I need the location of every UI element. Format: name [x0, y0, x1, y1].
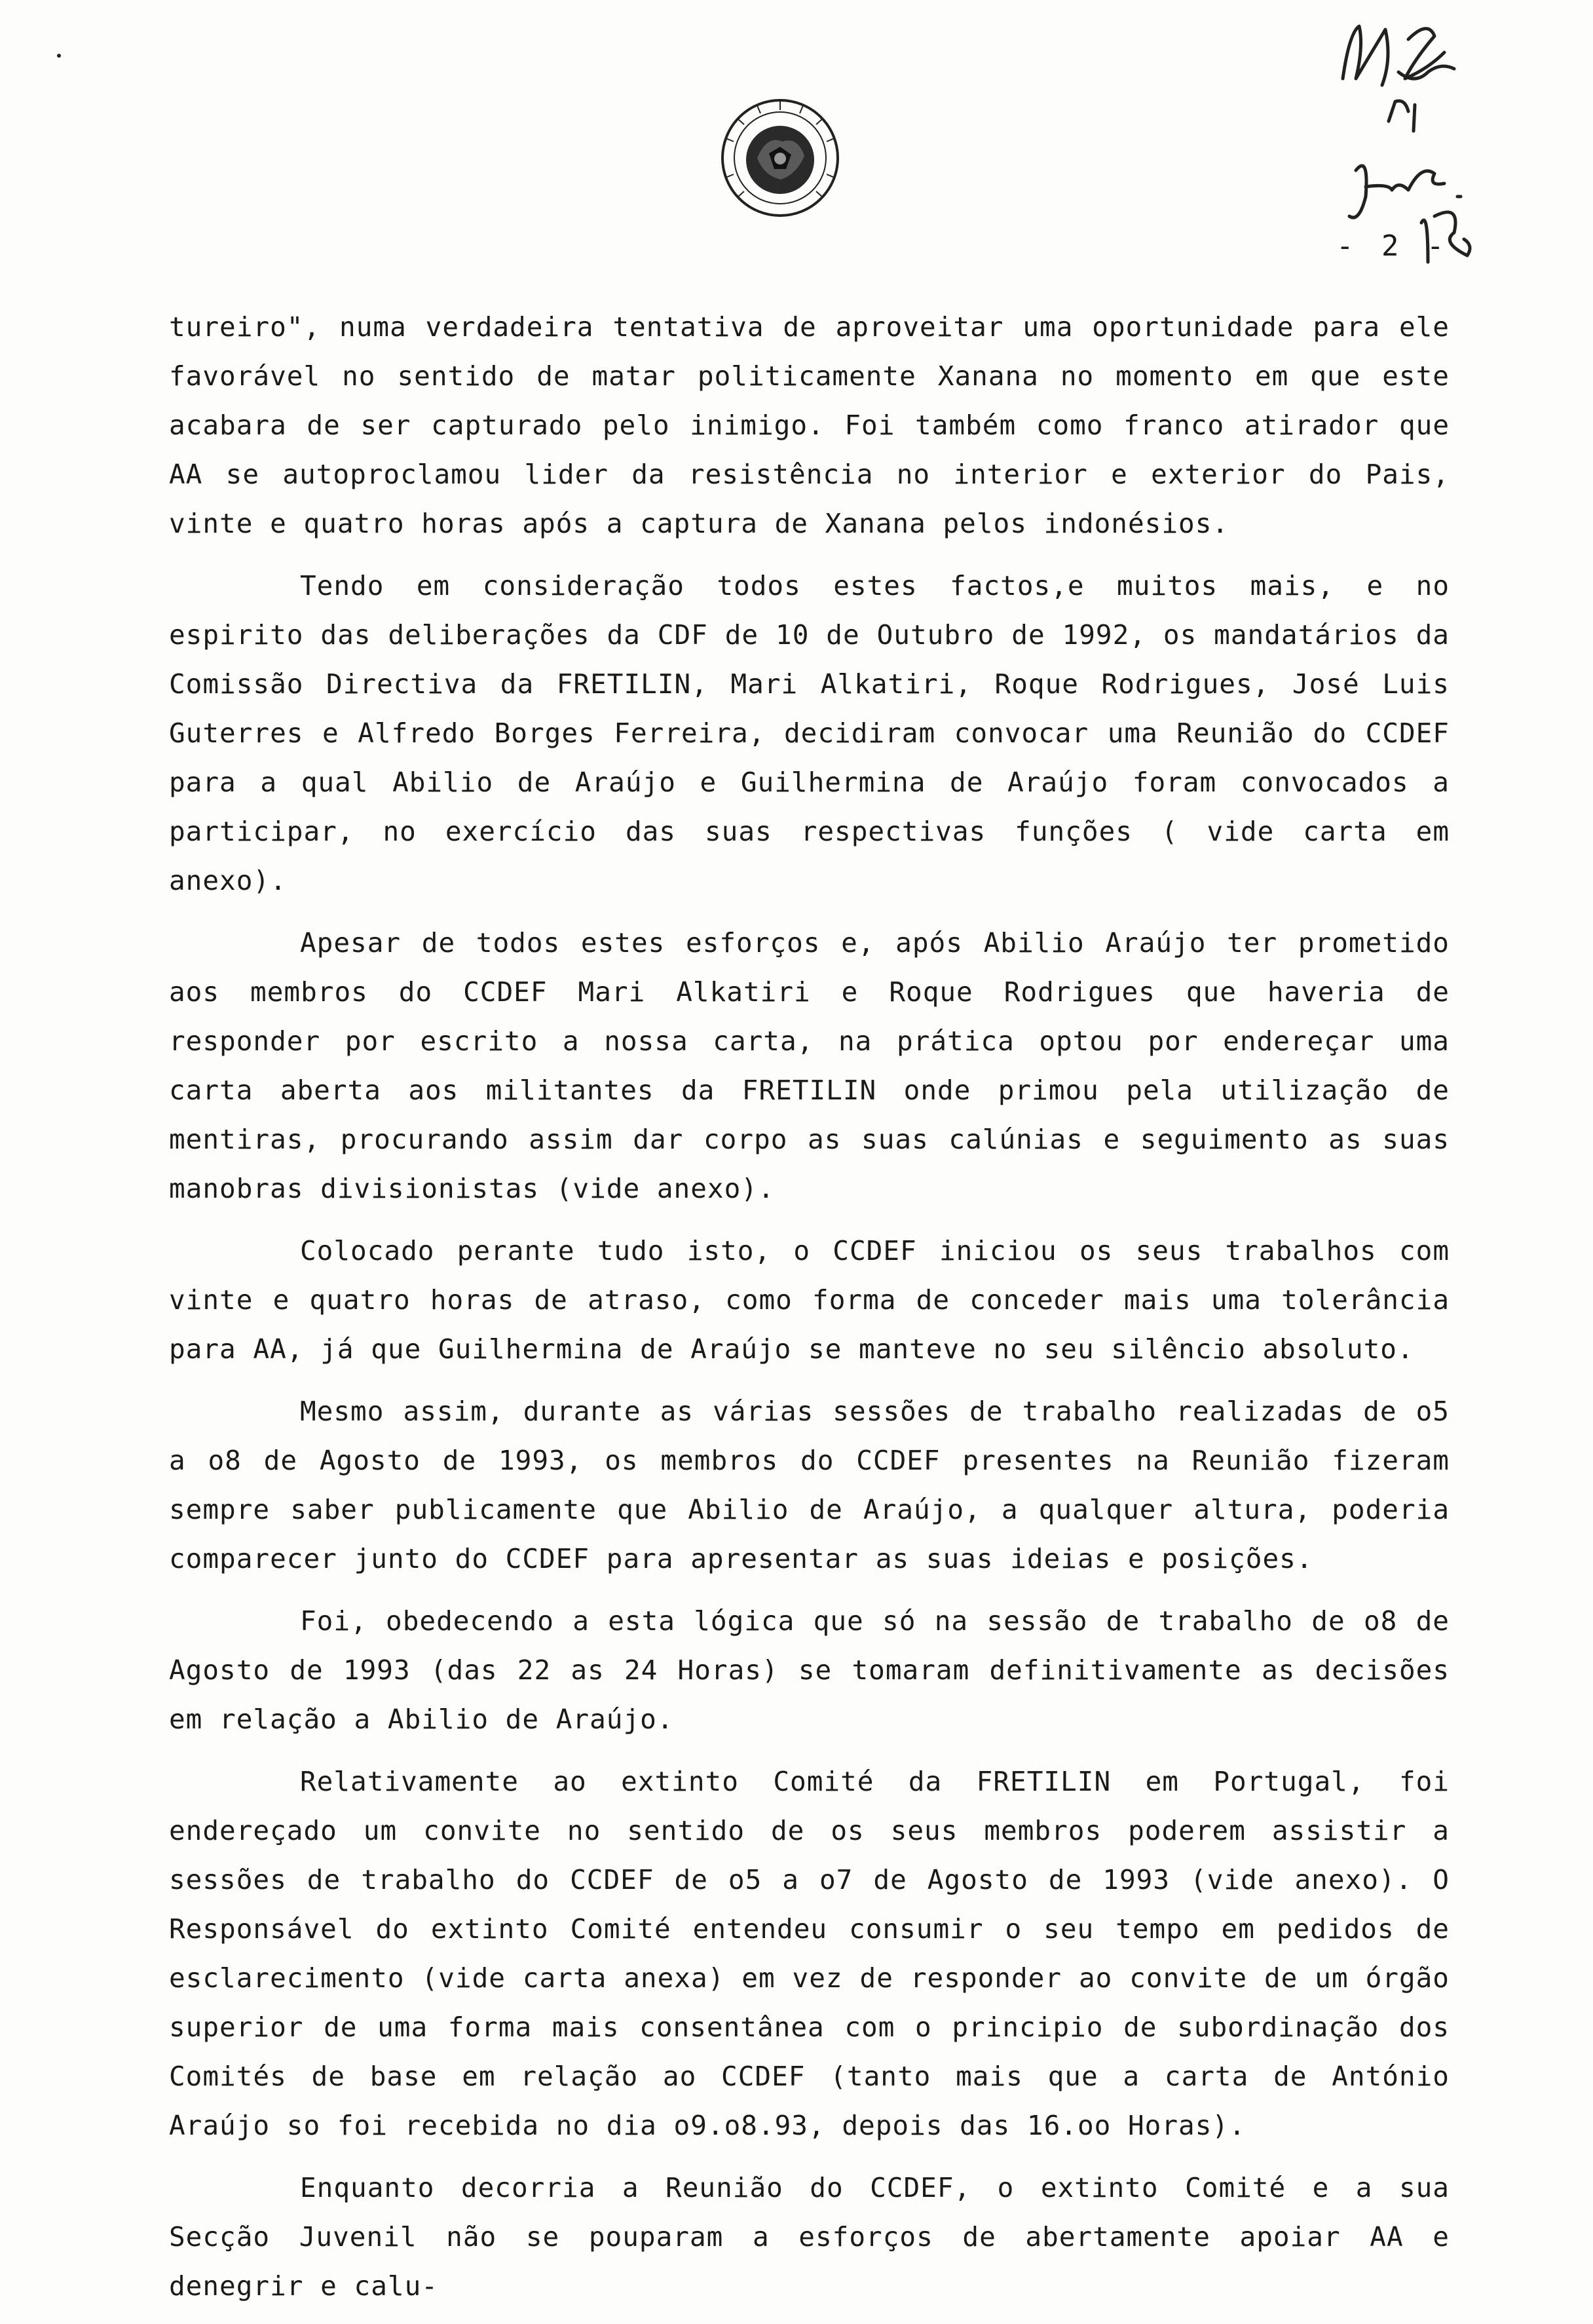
paragraph: Tendo em consideração todos estes factos,e muitos mais, e no espirito das deliberações da CDF de 10 de Outubro de 1992, os mandatários da Comissão Directiva da FRETILIN, Mari Alkatiri, Roque Rodrigues, José Luis Guterres e Alfredo Borges Ferreira, decidiram convocar uma Reunião do CCDEF para a qual Abilio de Araújo e Guilhermina de Araújo foram convocados a participar, no exercício das suas respectivas funções ( vide carta em anexo). — [169, 570, 1450, 896]
page-number: - 2 - — [1336, 229, 1450, 263]
document-body — [169, 303, 1450, 2324]
paragraph: Mesmo assim, durante as várias sessões de trabalho realizadas de o5 a o8 de Agosto de 1993, os membros do CCDEF presentes na Reunião fizeram sempre saber publicamente que Abilio de Araújo, a qualquer altura, poderia comparecer junto do CCDEF para apresentar as suas ideias e posições. — [169, 1396, 1450, 1574]
ink-speck — [57, 54, 61, 58]
paragraph: tureiro", numa verdadeira tentativa de aproveitar uma oportunidade para ele favorável no sentido de matar politicamente Xanana no momento em que este acabara de ser capturado pelo inimigo. Foi também como franco atirador que AA se autoproclamou lider da resistência no interior e exterior do Pais, vinte e quatro horas após a captura de Xanana pelos indonésios. — [169, 311, 1450, 539]
paragraph: Colocado perante tudo isto, o CCDEF iniciou os seus trabalhos com vinte e quatro horas de atraso, como forma de conceder mais uma tolerância para AA, já que Guilhermina de Araújo se manteve no seu silêncio absoluto. — [169, 1235, 1450, 1365]
paragraph: Foi, obedecendo a esta lógica que só na sessão de trabalho de o8 de Agosto de 1993 (das 22 as 24 Horas) se tomaram definitivamente as decisões em relação a Abilio de Araújo. — [169, 1605, 1450, 1735]
paragraph: Enquanto decorria a Reunião do CCDEF, o extinto Comité e a sua Secção Juvenil não se pouparam a esforços de abertamente apoiar AA e denegrir e calu- — [169, 2172, 1450, 2302]
paragraph: Relativamente ao extinto Comité da FRETILIN em Portugal, foi endereçado um convite no sentido de os seus membros poderem assistir a sessões de trabalho do CCDEF de o5 a o7 de Agosto de 1993 (vide anexo). O Responsável do extinto Comité entendeu consumir o seu tempo em pedidos de esclarecimento (vide carta anexa) em vez de responder ao convite de um órgão superior de uma forma mais consentânea com o principio de subordinação dos Comités de base em relação ao CCDEF (tanto mais que a carta de António Araújo so foi recebida no dia o9.o8.93, depois das 16.oo Horas). — [169, 1766, 1450, 2141]
fretilin-seal-icon — [718, 96, 842, 220]
paragraph: Apesar de todos estes esforços e, após Abilio Araújo ter prometido aos membros do CCDEF Mari Alkatiri e Roque Rodrigues que haveria de responder por escrito a nossa carta, na prática optou por endereçar uma carta aberta aos militantes da FRETILIN onde primou pela utilização de mentiras, procurando assim dar corpo as suas calúnias e seguimento as suas manobras divisionistas (vide anexo). — [169, 927, 1450, 1204]
